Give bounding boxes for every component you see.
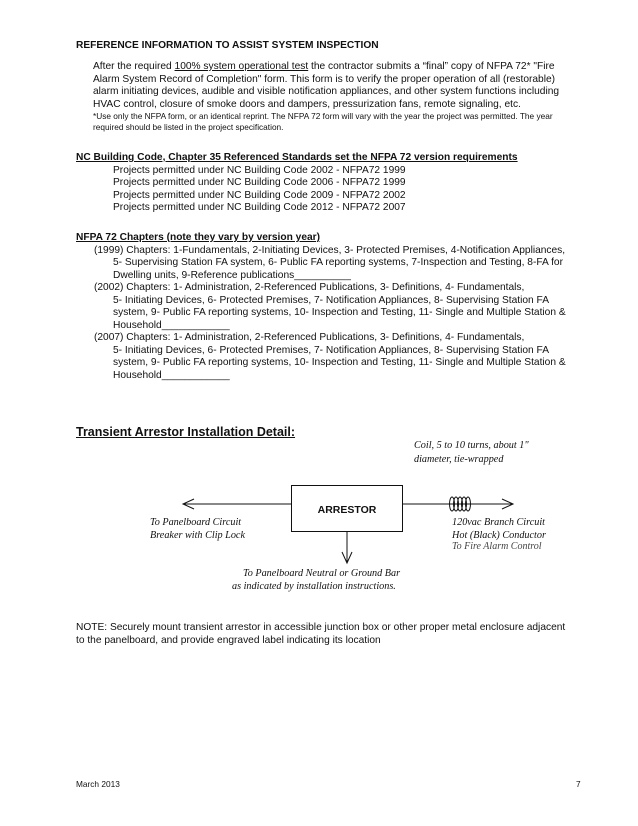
reference-footnote-line: required should be listed in the project specification. xyxy=(93,121,284,132)
nfpa-line: 5- Initiating Devices, 6- Protected Premises, 7- Notification Appliances, 8- Supervising Station FA xyxy=(113,344,550,356)
nfpa-line: (2007) Chapters: 1- Administration, 2-Referenced Publications, 3- Definitions, 4- Fundamentals, xyxy=(94,332,525,343)
right-wire-label-line: Hot (Black) Conductor xyxy=(452,530,546,541)
nfpa-line: Household____________ xyxy=(113,319,230,331)
nfpa-line: Dwelling units, 9-Reference publications__________ xyxy=(113,269,351,281)
nfpa-line: 5- Supervising Station FA system, 6- Public FA reporting systems, 7-Inspection and Testing, 8-FA for xyxy=(113,257,563,268)
coil-label-line: Coil, 5 to 10 turns, about 1" xyxy=(414,440,529,451)
note-line: to the panelboard, and provide engraved label indicating its location xyxy=(76,634,381,646)
nc-code-item: Projects permitted under NC Building Code 2002 - NFPA72 1999 xyxy=(113,164,406,176)
reference-underlined-text: 100% system operational test xyxy=(174,61,309,72)
reference-paragraph-line: Alarm System Record of Completion" form. This form is to verify the proper operation of all (restorable) xyxy=(93,73,556,85)
nfpa-line: (2002) Chapters: 1- Administration, 2-Referenced Publications, 3- Definitions, 4- Fundamentals, xyxy=(94,282,525,293)
left-wire-label-line: To Panelboard Circuit xyxy=(150,517,242,528)
nc-code-item: Projects permitted under NC Building Code 2006 - NFPA72 1999 xyxy=(113,177,406,188)
nfpa-line: system, 9- Public FA reporting systems, 10- Inspection and Testing, 11- Single and Multiple Station & xyxy=(113,307,566,318)
coil-label-line: diameter, tie-wrapped xyxy=(414,454,504,465)
nfpa-line: 5- Initiating Devices, 6- Protected Premises, 7- Notification Appliances, 8- Supervising Station FA xyxy=(113,294,550,306)
bottom-wire-label-line: To Panelboard Neutral or Ground Bar xyxy=(243,568,401,579)
wire-to-neutral-ground xyxy=(342,532,352,563)
reference-text: After the required xyxy=(93,61,175,72)
reference-paragraph-line: alarm initiating devices, audible and visible notification appliances, and other system functions including xyxy=(93,86,560,97)
section-heading-nfpa-chapters: NFPA 72 Chapters (note they vary by version year) xyxy=(76,232,321,243)
reference-paragraph-line: HVAC control, closure of smoke doors and dampers, pressurization fans, remote signaling, etc. xyxy=(93,98,521,110)
nfpa-line: (1999) Chapters: 1-Fundamentals, 2-Initiating Devices, 3- Protected Premises, 4-Notification Appliances, xyxy=(94,244,566,256)
nc-code-item: Projects permitted under NC Building Code 2009 - NFPA72 2002 xyxy=(113,189,406,201)
note-line: NOTE: Securely mount transient arrestor in accessible junction box or other proper metal enclosure adjacent xyxy=(76,622,566,633)
bottom-wire-label-line: as indicated by installation instructions. xyxy=(232,581,396,592)
section-heading-arrestor-detail: Transient Arrestor Installation Detail: xyxy=(76,425,296,439)
right-wire-label-line: 120vac Branch Circuit xyxy=(452,517,545,528)
section-heading-reference: REFERENCE INFORMATION TO ASSIST SYSTEM INSPECTION xyxy=(76,40,379,51)
right-wire-label-line: To Fire Alarm Control xyxy=(452,541,542,552)
nc-code-item: Projects permitted under NC Building Code 2012 - NFPA72 2007 xyxy=(113,202,406,213)
footer-page-number: 7 xyxy=(576,779,581,789)
section-heading-nc-code: NC Building Code, Chapter 35 Referenced Standards set the NFPA 72 version requirements xyxy=(76,152,518,163)
reference-text: the contractor submits a “final” copy of NFPA 72* "Fire xyxy=(308,61,555,72)
nfpa-line: system, 9- Public FA reporting systems, 10- Inspection and Testing, 11- Single and Multiple Station & xyxy=(113,357,566,368)
nfpa-line: Household____________ xyxy=(113,369,230,381)
footer-date: March 2013 xyxy=(76,779,120,789)
wire-to-panelboard-breaker xyxy=(183,499,291,509)
arrestor-box xyxy=(291,485,403,532)
arrestor-label: ARRESTOR xyxy=(317,504,377,516)
reference-footnote-line: *Use only the NFPA form, or an identical reprint. The NFPA 72 form will vary with the year the project was permitted. The year xyxy=(93,111,553,121)
left-wire-label-line: Breaker with Clip Lock xyxy=(150,530,245,541)
